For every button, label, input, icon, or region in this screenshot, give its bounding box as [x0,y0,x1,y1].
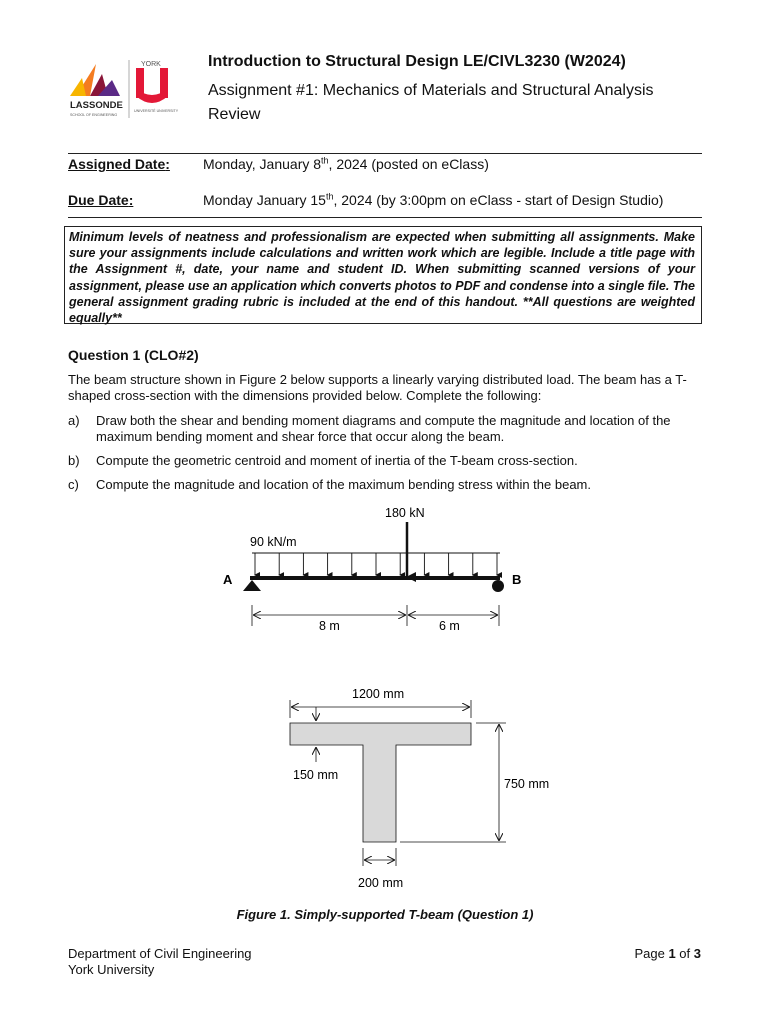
depth-label: 750 mm [504,777,550,791]
due-date-label: Due Date: [68,192,134,208]
logo-york-text: YORK [141,61,161,68]
point-load-label: 180 kN [385,506,425,520]
span-1-label: 8 m [319,619,340,633]
distributed-load-label: 90 kN/m [250,535,297,549]
item-label: c) [68,477,79,492]
logo-university-sub: UNIVERSITÉ UNIVERSITY [134,109,178,113]
item-label: b) [68,453,80,468]
footer-department [68,946,252,978]
flange-width-label: 1200 mm [352,687,405,701]
beam [250,576,500,580]
due-date-value: Monday January 15th, 2024 (by 3:00pm on eClass - start of Design Studio) [203,191,664,208]
span-2-label: 6 m [439,619,460,633]
course-title: Introduction to Structural Design LE/CIVL3230 (W2024) [208,53,626,70]
support-b-label: B [512,572,522,587]
assignment-title: Assignment #1: Mechanics of Materials and Structural Analysis Review [208,82,654,123]
item-text: Compute the magnitude and location of the maximum bending stress within the beam. [96,477,591,492]
question-intro: The beam structure shown in Figure 2 below supports a linearly varying distributed load. The beam has a T-shaped cross-section with the dimensions provided below. Complete the following: [68,372,687,403]
question-title: Question 1 (CLO#2) [68,347,199,363]
t-beam-section [290,723,471,842]
flange-thickness-label: 150 mm [293,768,339,782]
item-text: Compute the geometric centroid and moment of inertia of the T-beam cross-section. [96,453,578,468]
logo-lassonde-text: LASSONDE [70,100,123,111]
item-text: Draw both the shear and bending moment diagrams and compute the magnitude and location of the maximum bending moment and shear force that occur along the beam. [96,413,671,444]
figure-caption: Figure 1. Simply-supported T-beam (Question 1) [236,907,534,922]
web-width-label: 200 mm [358,876,404,890]
footer-dept: Department of Civil Engineering [68,946,252,961]
distributed-load [252,553,500,575]
item-label: a) [68,413,80,428]
assigned-date-label: Assigned Date: [68,156,170,172]
notice-box: Minimum levels of neatness and professionalism are expected when submitting all assignments. Make sure your assignments include calculations and written work which are legible. Include a title page with the Assignment #, date, your name and student ID. When submitting scanned versions of your assignment, please use an application which converts photos to PDF and condense into a single file. The general assignment grading rubric is included at the end of this handout. **All questions are weighted equally** [64,226,702,324]
logo-lassonde-sub: SCHOOL OF ENGINEERING [70,113,118,117]
pin-support-a [243,580,261,591]
assigned-date-value: Monday, January 8th, 2024 (posted on eClass) [203,155,489,172]
page-number: Page 1 of 3 [634,946,701,961]
span-dimensions [252,605,499,626]
footer-univ: York University [68,962,155,977]
roller-support-b [492,580,504,592]
support-a-label: A [223,572,233,587]
